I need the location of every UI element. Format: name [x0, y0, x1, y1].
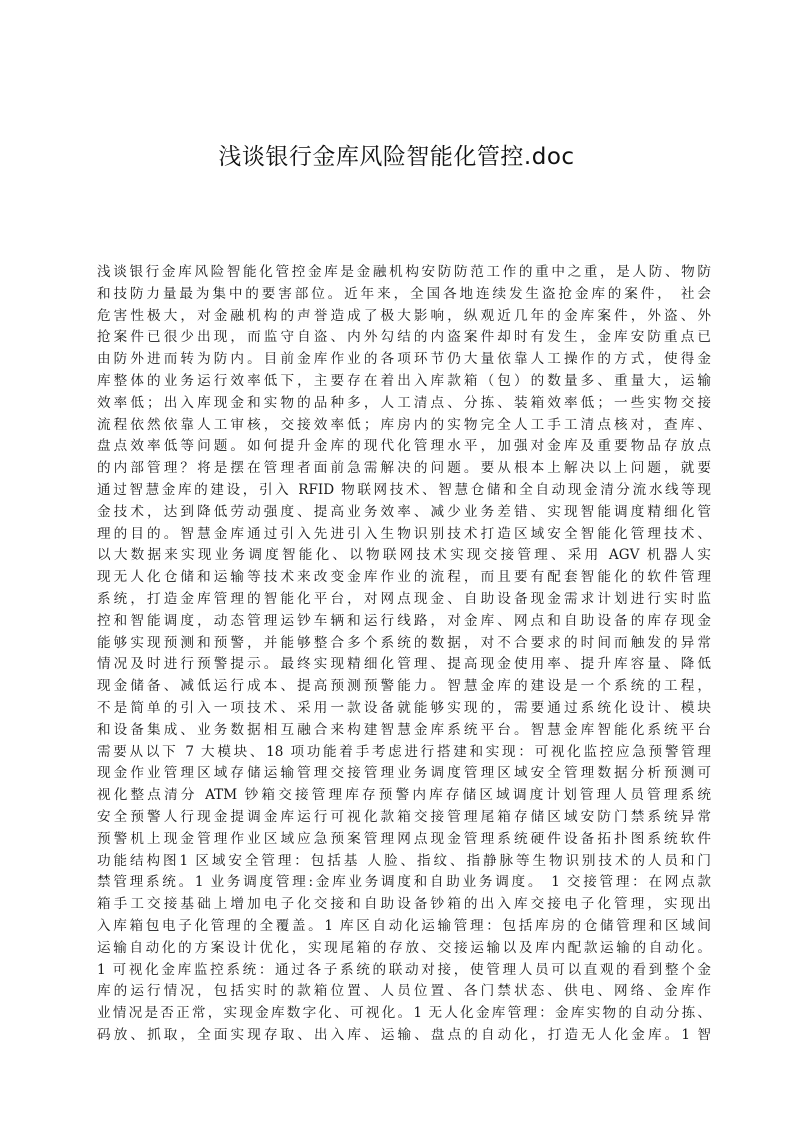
text-line: 库整体的业务运行效率低下，主要存在着出入库款箱（包）的数量多、重量大，运输: [97, 372, 711, 389]
text-line: 抢案件已很少出现，而监守自盗、内外勾结的内盗案件却时有发生，金库安防重点已: [97, 329, 711, 346]
text-line: 1 可视化金库监控系统：通过各子系统的联动对接，使管理人员可以直观的看到整个金: [97, 961, 711, 978]
text-line: 效率低；出入库现金和实物的品种多，人工清点、分拣、装箱效率低；一些实物交接: [97, 394, 711, 411]
document-body: [97, 262, 711, 1047]
text-line: 以大数据来实现业务调度智能化、以物联网技术实现交接管理、采用 AGV 机器人实: [97, 547, 711, 564]
text-line: 现无人化仓储和运输等技术来改变金库作业的流程，而且要有配套智能化的软件管理: [97, 569, 711, 586]
text-line: 和技防力量最为集中的要害部位。近年来，全国各地连续发生盗抢金库的案件， 社会: [97, 285, 711, 302]
text-line: 安全预警人行现金提调金库运行可视化款箱交接管理尾箱存储区域安防门禁系统异常: [97, 808, 711, 825]
text-line: 禁管理系统。1 业务调度管理:金库业务调度和自助业务调度。 1 交接管理：在网点款: [97, 874, 711, 891]
text-line: 业情况是否正常，实现金库数字化、可视化。1 无人化金库管理：金库实物的自动分拣、: [97, 1005, 711, 1022]
text-line: 的内部管理？将是摆在管理者面前急需解决的问题。要从根本上解决以上问题，就要: [97, 460, 711, 477]
text-line: 码放、抓取，全面实现存取、出入库、运输、盘点的自动化，打造无人化金库。1 智: [97, 1026, 711, 1043]
text-line: 系统，打造金库管理的智能化平台，对网点现金、自助设备现金需求计划进行实时监: [97, 590, 711, 607]
text-line: 不是简单的引入一项技术、采用一款设备就能够实现的，需要通过系统化设计、模块: [97, 699, 711, 716]
text-line: 和设备集成、业务数据相互融合来构建智慧金库系统平台。智慧金库智能化系统平台: [97, 721, 711, 738]
text-line: 情况及时进行预警提示。最终实现精细化管理、提高现金使用率、提升库容量、降低: [97, 656, 711, 673]
text-line: 运输自动化的方案设计优化，实现尾箱的存放、交接运输以及库内配款运输的自动化。: [97, 939, 711, 956]
text-line: 能够实现预测和预警，并能够整合多个系统的数据，对不合要求的时间而触发的异常: [97, 634, 711, 651]
text-line: 入库箱包电子化管理的全覆盖。1 库区自动化运输管理：包括库房的仓储管理和区域间: [97, 917, 711, 934]
text-line: 理的目的。智慧金库通过引入先进引入生物识别技术打造区域安全智能化管理技术、: [97, 525, 711, 542]
text-line: 视化整点清分 ATM 钞箱交接管理库存预警内库存储区域调度计划管理人员管理系统: [97, 787, 711, 804]
text-line: 浅谈银行金库风险智能化管控金库是金融机构安防防范工作的重中之重，是人防、物防: [97, 264, 711, 280]
text-line: 预警机上现金管理作业区域应急预案管理网点现金管理系统硬件设备拓扑图系统软件: [97, 830, 711, 847]
text-line: 箱手工交接基础上增加电子化交接和自助设备钞箱的出入库交接电子化管理，实现出: [97, 896, 711, 913]
text-line: 流程依然依靠人工审核，交接效率低；库房内的实物完全人工手工清点核对，查库、: [97, 416, 711, 433]
text-line: 危害性极大，对金融机构的声誉造成了极大影响，纵观近几年的金库案件，外盗、外: [97, 307, 711, 324]
text-line: 盘点效率低等问题。如何提升金库的现代化管理水平，加强对金库及重要物品存放点: [97, 438, 711, 455]
text-line: 需要从以下 7 大模块、18 项功能着手考虑进行搭建和实现：可视化监控应急预警管理: [97, 743, 711, 760]
text-line: 现金作业管理区域存储运输管理交接管理业务调度管理区域安全管理数据分析预测可: [97, 765, 711, 782]
text-line: 功能结构图1 区域安全管理：包括基 人脸、指纹、指静脉等生物识别技术的人员和门: [97, 852, 711, 869]
text-line: 金技术，达到降低劳动强度、提高业务效率、减少业务差错、实现智能调度精细化管: [97, 503, 711, 520]
text-line: 库的运行情况，包括实时的款箱位置、人员位置、各门禁状态、供电、网络、金库作: [97, 983, 711, 1000]
text-line: 由防外进而转为防内。目前金库作业的各项环节仍大量依靠人工操作的方式，使得金: [97, 351, 711, 368]
document-title: 浅谈银行金库风险智能化管控.doc: [218, 144, 575, 170]
text-line: 现金储备、减低运行成本、提高预测预警能力。智慧金库的建设是一个系统的工程，: [97, 678, 711, 695]
text-line: 控和智能调度，动态管理运钞车辆和运行线路，对金库、网点和自助设备的库存现金: [97, 612, 711, 629]
text-line: 通过智慧金库的建设，引入 RFID 物联网技术、智慧仓储和全自动现金清分流水线等现: [97, 481, 711, 498]
